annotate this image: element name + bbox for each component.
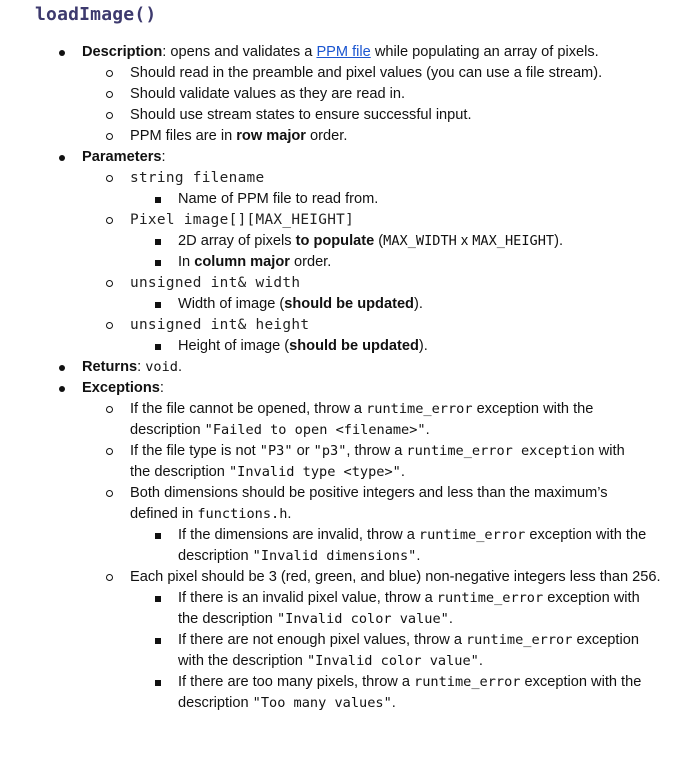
bullet-circle-icon (106, 217, 113, 224)
bullet-circle-icon (106, 133, 113, 140)
bullet-circle-icon (106, 322, 113, 329)
description-item: Description: opens and validates a PPM file while populating an array of pixels. (0, 42, 700, 63)
exception-detail-cont: description "Invalid dimensions". (178, 548, 421, 564)
bullet-circle-icon (106, 175, 113, 182)
parameter-detail: 2D array of pixels to populate (MAX_WIDTH x MAX_HEIGHT). (0, 231, 700, 252)
bullet-square-icon (155, 239, 161, 245)
bullet-square-icon (155, 302, 161, 308)
exception-detail-cont: description "Too many values". (178, 695, 396, 711)
bullet-square-icon (155, 596, 161, 602)
exception-dimensions-cont: defined in functions.h. (130, 506, 292, 522)
bullet-circle-icon (106, 448, 113, 455)
ppm-file-link[interactable]: PPM file (316, 44, 371, 60)
parameter-detail: In column major order. (0, 252, 700, 273)
exception-detail-cont: the description "Invalid color value". (178, 611, 453, 627)
parameter-filename: string filename (0, 168, 700, 189)
bullet-square-icon (155, 680, 161, 686)
bullet-disc-icon (59, 155, 65, 161)
parameters-label: Parameters (82, 149, 162, 165)
parameters-item: Parameters: (0, 147, 700, 168)
parameter-image: Pixel image[][MAX_HEIGHT] (0, 210, 700, 231)
bullet-circle-icon (106, 91, 113, 98)
bullet-circle-icon (106, 70, 113, 77)
bullet-disc-icon (59, 386, 65, 392)
exception-type: If the file type is not "P3" or "p3", throw a runtime_error exception with (0, 441, 700, 462)
description-label: Description (82, 44, 163, 60)
exception-detail: If there is an invalid pixel value, throw a runtime_error exception with (0, 588, 700, 609)
parameter-detail: Width of image (should be updated). (0, 294, 700, 315)
exceptions-label: Exceptions (82, 380, 160, 396)
bullet-square-icon (155, 344, 161, 350)
bullet-circle-icon (106, 490, 113, 497)
bullet-square-icon (155, 197, 161, 203)
bullet-disc-icon (59, 50, 65, 56)
bullet-circle-icon (106, 280, 113, 287)
exception-dimensions: Both dimensions should be positive integers and less than the maximum’s (0, 483, 700, 504)
description-subitem: Should validate values as they are read in. (0, 84, 700, 105)
description-subitem: Should use stream states to ensure successful input. (0, 105, 700, 126)
parameter-width: unsigned int& width (0, 273, 700, 294)
exception-pixel: Each pixel should be 3 (red, green, and blue) non-negative integers less than 256. (0, 567, 700, 588)
description-subitem: PPM files are in row major order. (0, 126, 700, 147)
bullet-circle-icon (106, 406, 113, 413)
parameter-height: unsigned int& height (0, 315, 700, 336)
exception-detail: If there are too many pixels, throw a runtime_error exception with the (0, 672, 700, 693)
exception-detail: If there are not enough pixel values, throw a runtime_error exception (0, 630, 700, 651)
bullet-circle-icon (106, 574, 113, 581)
exception-detail: If the dimensions are invalid, throw a runtime_error exception with the (0, 525, 700, 546)
parameter-detail: Name of PPM file to read from. (0, 189, 700, 210)
returns-item: Returns: void. (0, 357, 700, 378)
returns-label: Returns (82, 359, 138, 375)
description-subitem: Should read in the preamble and pixel values (you can use a file stream). (0, 63, 700, 84)
exception-detail-cont: with the description "Invalid color value". (178, 653, 483, 669)
parameter-detail: Height of image (should be updated). (0, 336, 700, 357)
function-title: loadImage() (35, 4, 157, 25)
bullet-disc-icon (59, 365, 65, 371)
bullet-square-icon (155, 533, 161, 539)
exception-open: If the file cannot be opened, throw a runtime_error exception with the (0, 399, 700, 420)
bullet-square-icon (155, 260, 161, 266)
exceptions-item: Exceptions: (0, 378, 700, 399)
exception-open-cont: description "Failed to open <filename>". (130, 422, 430, 438)
spec-list (0, 42, 700, 714)
bullet-circle-icon (106, 112, 113, 119)
bullet-square-icon (155, 638, 161, 644)
exception-type-cont: the description "Invalid type <type>". (130, 464, 405, 480)
